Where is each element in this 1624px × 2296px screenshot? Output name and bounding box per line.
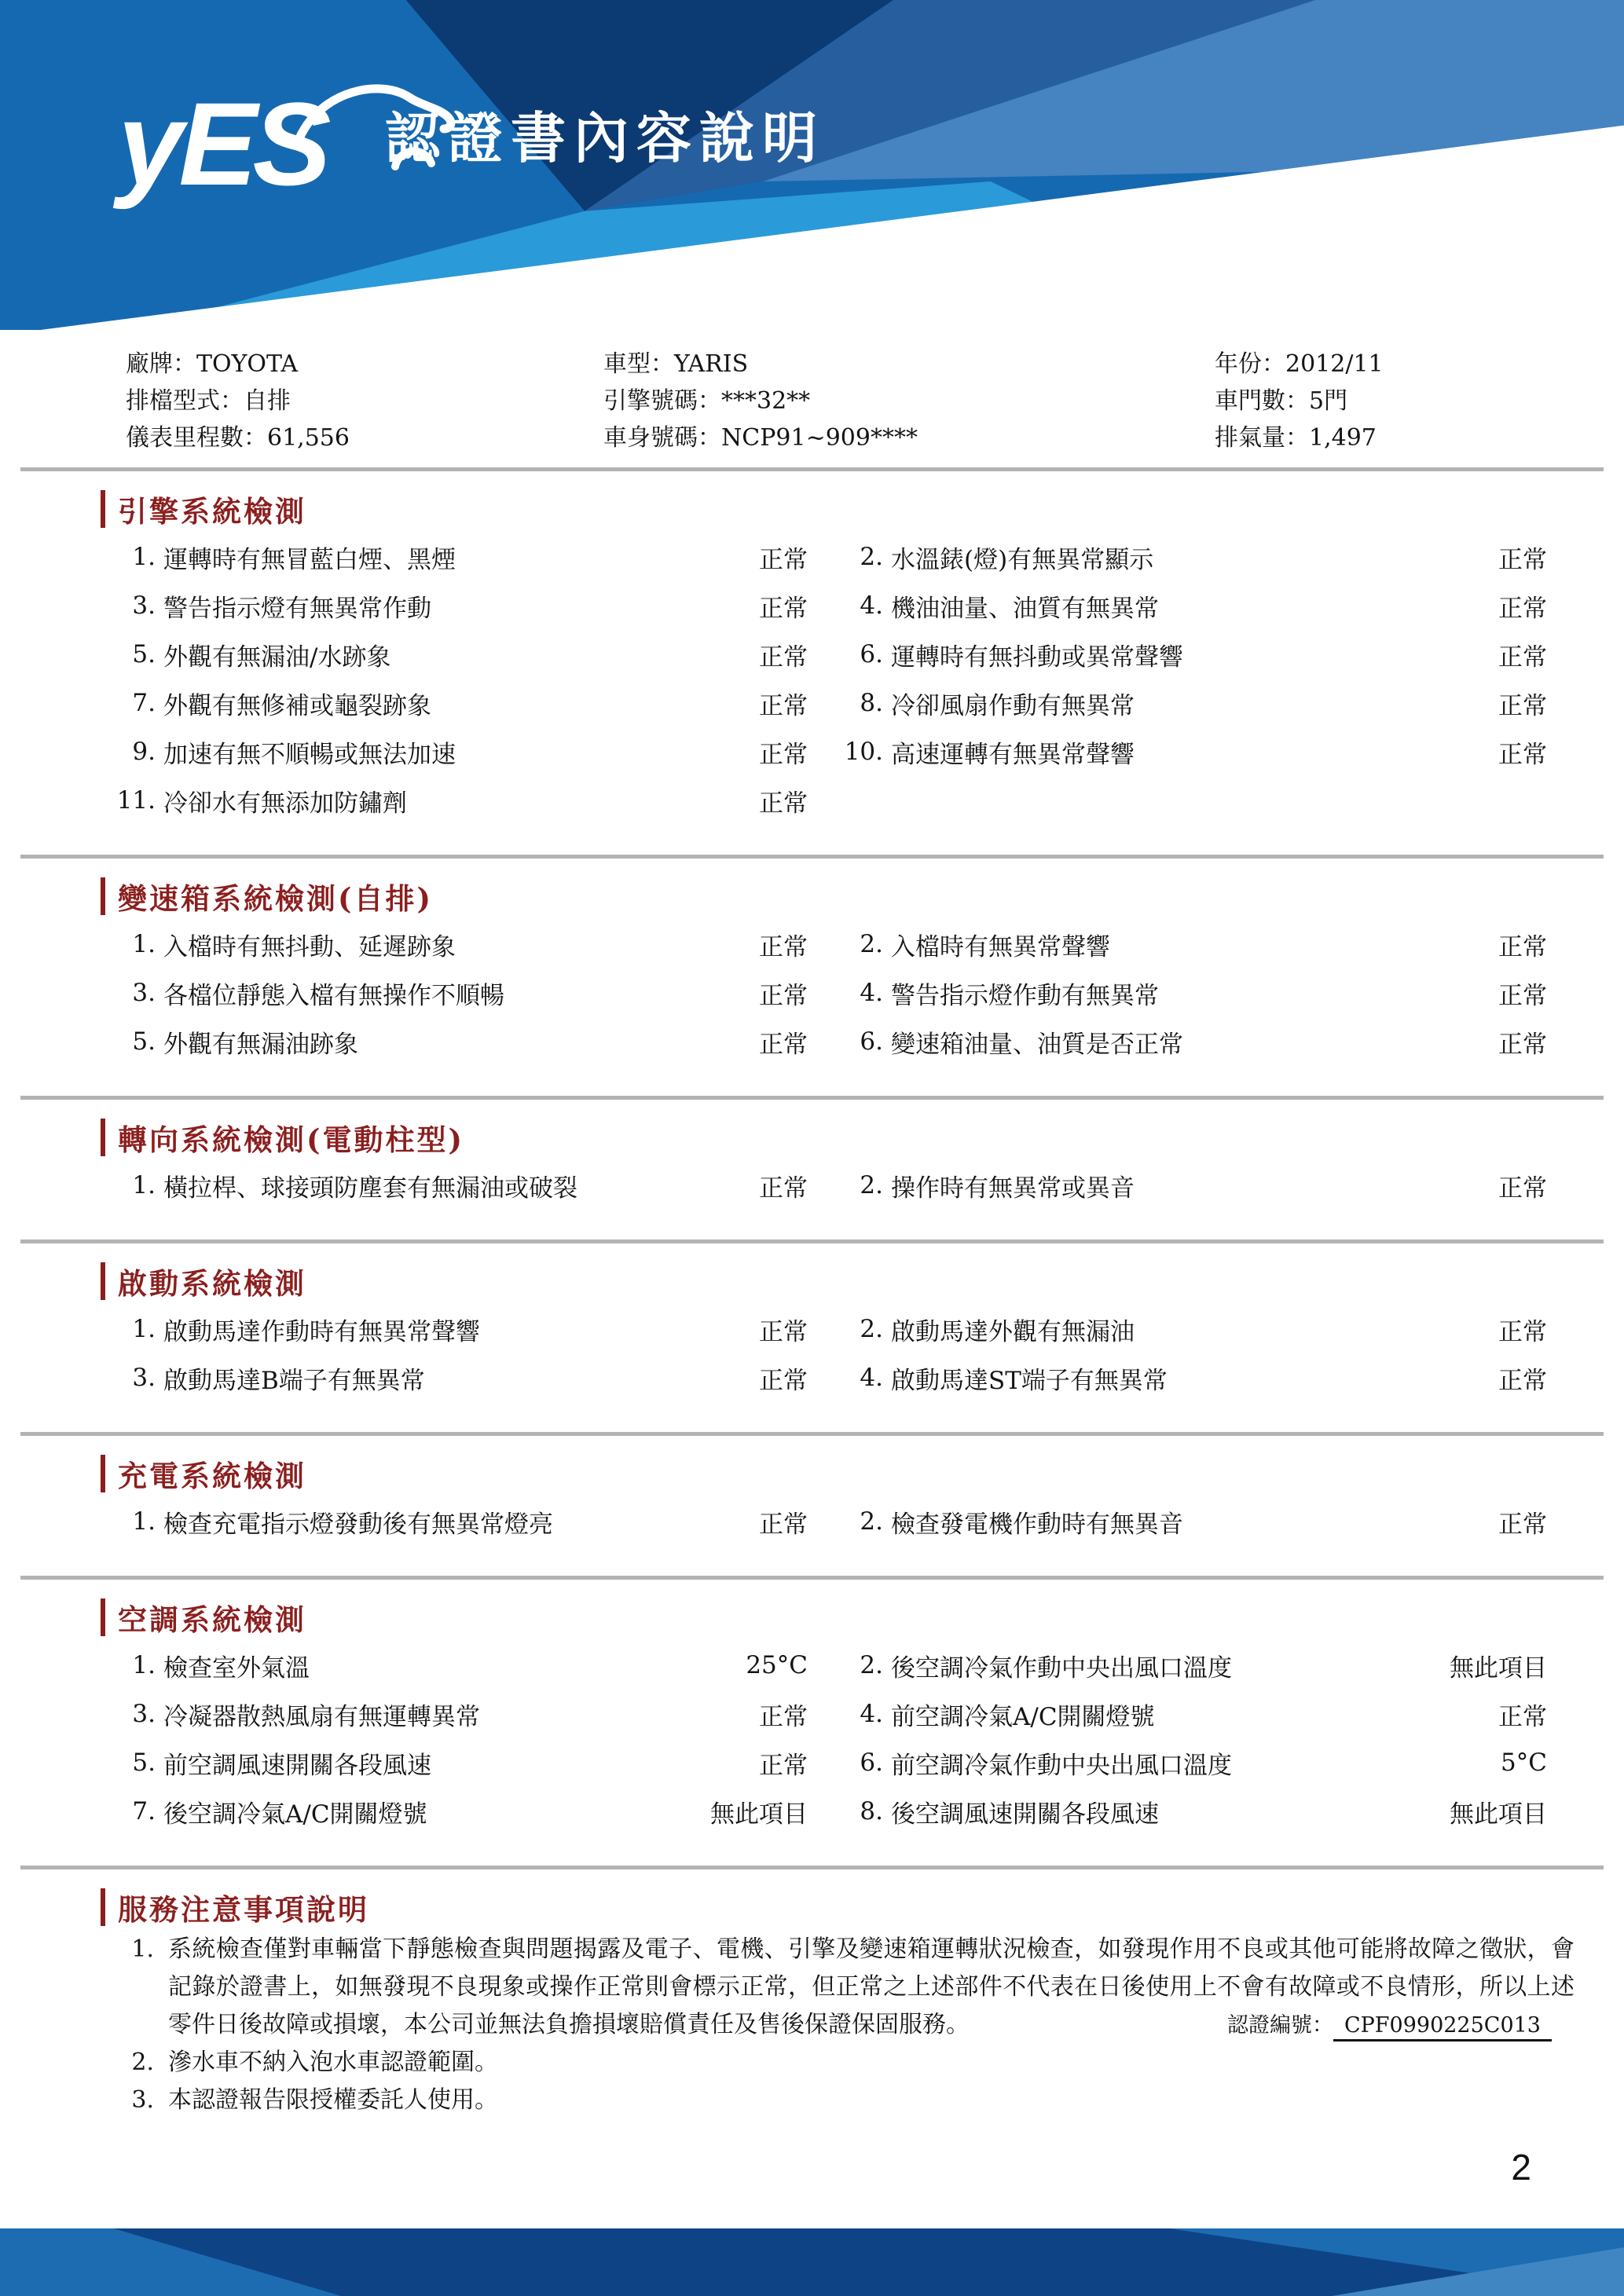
certificate-number-value: CPF0990225C013 (1333, 2013, 1552, 2041)
item-label: 機油油量、油質有無異常 (891, 594, 1159, 623)
item-number: 3. (132, 1364, 156, 1392)
inspection-item (816, 1787, 1624, 1836)
item-label: 前空調冷氣作動中央出風口溫度 (891, 1751, 1232, 1780)
vehicle-info-value: YARIS (674, 350, 749, 378)
item-number: 1. (132, 1507, 156, 1536)
item-status: 正常 (759, 1366, 808, 1395)
item-number: 2. (860, 1507, 883, 1536)
item-number: 6. (860, 1749, 883, 1777)
item-label: 橫拉桿、球接頭防塵套有無漏油或破裂 (163, 1174, 577, 1203)
footer-navy-shape (0, 2228, 1624, 2296)
item-status: 正常 (1498, 691, 1547, 720)
item-label: 冷凝器散熱風扇有無運轉異常 (163, 1702, 480, 1731)
item-label: 啟動馬達B端子有無異常 (163, 1366, 425, 1395)
item-label: 啟動馬達作動時有無異常聲響 (163, 1317, 480, 1346)
item-status: 無此項目 (710, 1800, 808, 1829)
item-status: 正常 (759, 981, 808, 1010)
item-number: 1. (132, 1315, 156, 1343)
item-status: 正常 (1498, 1317, 1547, 1346)
section-title: 引擎系統檢測 (101, 490, 1624, 528)
item-number: 4. (860, 591, 883, 620)
item-status: 正常 (759, 1174, 808, 1203)
vehicle-info-row (126, 379, 1624, 416)
item-status: 25°C (746, 1651, 808, 1679)
item-number: 8. (860, 689, 883, 717)
vehicle-info-field (603, 344, 1215, 379)
note-text: 本認證報告限授權委託人使用。 (168, 2086, 498, 2114)
vehicle-info-label: 廠牌： (126, 350, 196, 378)
inspection-item (0, 969, 816, 1017)
inspection-item (0, 776, 816, 825)
note-number: 2. (131, 2049, 154, 2076)
item-label: 前空調風速開關各段風速 (163, 1751, 431, 1780)
item-number: 5. (132, 1749, 156, 1777)
section-items (0, 1161, 1624, 1233)
item-status: 正常 (759, 932, 808, 961)
inspection-sections (0, 490, 1624, 1869)
item-status: 無此項目 (1450, 1653, 1547, 1683)
item-number: 1. (132, 543, 156, 571)
item-status: 正常 (1498, 1510, 1547, 1539)
item-label: 啟動馬達外觀有無漏油 (891, 1317, 1135, 1346)
item-number: 8. (860, 1797, 883, 1825)
item-label: 入檔時有無抖動、延遲跡象 (163, 932, 456, 961)
inspection-item (0, 727, 816, 776)
item-status: 正常 (759, 1702, 808, 1731)
inspection-item (0, 1738, 816, 1787)
item-label: 變速箱油量、油質是否正常 (891, 1030, 1183, 1059)
item-status: 正常 (759, 1317, 808, 1346)
certificate-number-label: 認證編號： (1226, 2013, 1333, 2038)
vehicle-info-value: 自排 (244, 386, 291, 415)
note-number: 3. (131, 2086, 154, 2114)
section-divider (20, 855, 1604, 859)
item-number: 6. (860, 1027, 883, 1056)
inspection-item (816, 1353, 1624, 1402)
vehicle-info-label: 年份： (1215, 350, 1285, 378)
header-banner (0, 0, 1624, 330)
vehicle-info-value: 5門 (1309, 386, 1348, 415)
item-label: 各檔位靜態入檔有無操作不順暢 (163, 981, 504, 1010)
item-label: 水溫錶(燈)有無異常顯示 (891, 545, 1154, 574)
note-item (0, 2082, 1624, 2119)
inspection-item (0, 1017, 816, 1066)
item-number: 1. (132, 1651, 156, 1679)
inspection-item (0, 1353, 816, 1402)
inspection-item (816, 1305, 1624, 1353)
vehicle-info-field (126, 344, 603, 379)
item-number: 10. (844, 738, 883, 766)
item-status: 正常 (759, 1510, 808, 1539)
inspection-item (0, 920, 816, 969)
item-label: 後空調冷氣A/C開關燈號 (163, 1800, 427, 1829)
notes-title: 服務注意事項說明 (101, 1888, 1624, 1926)
item-label: 高速運轉有無異常聲響 (891, 740, 1135, 769)
section-divider (20, 1096, 1604, 1100)
vehicle-info-field (1215, 344, 1624, 379)
item-status: 正常 (759, 643, 808, 672)
vehicle-info-row (126, 416, 1624, 453)
inspection-item (0, 1690, 816, 1738)
item-status: 正常 (759, 545, 808, 574)
section-items (0, 533, 1624, 848)
inspection-item (816, 1690, 1624, 1738)
item-number: 5. (132, 1027, 156, 1056)
section-title: 變速箱系統檢測(自排) (101, 877, 1624, 915)
item-status: 正常 (1498, 643, 1547, 672)
item-number: 5. (132, 640, 156, 668)
section-title: 充電系統檢測 (101, 1455, 1624, 1492)
item-number: 2. (860, 1315, 883, 1343)
section-items (0, 920, 1624, 1089)
item-number: 4. (860, 1364, 883, 1392)
section-divider (20, 1432, 1604, 1436)
note-item (0, 2044, 1624, 2082)
item-label: 後空調冷氣作動中央出風口溫度 (891, 1653, 1232, 1683)
item-status: 5°C (1501, 1749, 1547, 1777)
note-text: 系統檢查僅對車輛當下靜態檢查與問題揭露及電子、電機、引擎及變速箱運轉狀況檢查，如發現作用不良或其他可能將故障之徵狀，會記錄於證書上，如無發現不良現象或操作正常則會標示正常，但正常之上述部件不代表在日後使用上不會有故障或不良情形，所以上述零件日後故障或損壞，本公司並無法負擔損壞賠償責任及售後保證保固服務。 (168, 1935, 1575, 2038)
item-status: 正常 (1498, 1174, 1547, 1203)
inspection-item (0, 1305, 816, 1353)
item-label: 後空調風速開關各段風速 (891, 1800, 1159, 1829)
section-divider (20, 1576, 1604, 1580)
certificate-number-line (1227, 2008, 1552, 2038)
section-items (0, 1305, 1624, 1426)
vehicle-info-label: 排氣量： (1215, 423, 1309, 452)
item-number: 11. (116, 786, 156, 815)
item-label: 檢查室外氣溫 (163, 1653, 310, 1683)
vehicle-info-field (603, 381, 1215, 416)
item-status: 正常 (759, 691, 808, 720)
item-label: 外觀有無漏油/水跡象 (163, 643, 391, 672)
item-number: 2. (860, 1171, 883, 1199)
vehicle-info-label: 車門數： (1215, 386, 1309, 415)
note-text: 滲水車不納入泡水車認證範圍。 (168, 2049, 498, 2076)
inspection-item (816, 630, 1624, 679)
item-status: 正常 (1498, 932, 1547, 961)
item-number: 3. (132, 591, 156, 620)
item-label: 冷卻水有無添加防鏽劑 (163, 789, 407, 818)
item-number: 1. (132, 1171, 156, 1199)
item-label: 檢查發電機作動時有無異音 (891, 1510, 1183, 1539)
inspection-item (816, 1497, 1624, 1546)
inspection-item (816, 581, 1624, 630)
item-label: 外觀有無漏油跡象 (163, 1030, 358, 1059)
inspection-item (0, 1787, 816, 1836)
vehicle-info-field (126, 418, 603, 452)
vehicle-info-value: ***32** (721, 386, 811, 415)
section-items (0, 1641, 1624, 1859)
item-number: 1. (132, 930, 156, 958)
item-status: 正常 (759, 594, 808, 623)
inspection-item (816, 679, 1624, 727)
item-label: 警告指示燈作動有無異常 (891, 981, 1159, 1010)
item-label: 操作時有無異常或異音 (891, 1174, 1135, 1203)
vehicle-info-label: 儀表里程數： (126, 423, 267, 452)
inspection-item (816, 1161, 1624, 1210)
item-number: 4. (860, 979, 883, 1007)
vehicle-info-label: 車型： (603, 350, 674, 378)
item-number: 3. (132, 1700, 156, 1728)
item-status: 正常 (1498, 981, 1547, 1010)
footer-banner (0, 2228, 1624, 2296)
section-divider (20, 467, 1604, 471)
item-label: 前空調冷氣A/C開關燈號 (891, 1702, 1155, 1731)
vehicle-info-value: 61,556 (267, 423, 350, 452)
item-label: 警告指示燈有無異常作動 (163, 594, 431, 623)
item-number: 7. (132, 1797, 156, 1825)
vehicle-info-row (126, 342, 1624, 379)
item-number: 2. (860, 930, 883, 958)
item-status: 正常 (759, 1751, 808, 1780)
inspection-item (0, 533, 816, 581)
item-status: 正常 (1498, 1702, 1547, 1731)
item-label: 啟動馬達ST端子有無異常 (891, 1366, 1168, 1395)
item-status: 無此項目 (1450, 1800, 1547, 1829)
section-divider (20, 1866, 1604, 1869)
page-title: 認證書內容說明 (385, 108, 825, 169)
item-status: 正常 (1498, 1366, 1547, 1395)
page-number: 2 (1511, 2147, 1531, 2188)
inspection-item (0, 1161, 816, 1210)
item-number: 7. (132, 689, 156, 717)
vehicle-info-field (1215, 381, 1624, 416)
note-number: 1. (131, 1935, 154, 1963)
vehicle-info-value: 2012/11 (1285, 350, 1384, 378)
item-status: 正常 (1498, 594, 1547, 623)
item-label: 外觀有無修補或龜裂跡象 (163, 691, 431, 720)
item-number: 2. (860, 543, 883, 571)
item-status: 正常 (759, 789, 808, 818)
vehicle-info-value: TOYOTA (196, 350, 299, 378)
item-label: 冷卻風扇作動有無異常 (891, 691, 1135, 720)
section-title: 空調系統檢測 (101, 1598, 1624, 1636)
vehicle-info-value: 1,497 (1309, 423, 1377, 452)
item-status: 正常 (759, 740, 808, 769)
item-number: 3. (132, 979, 156, 1007)
inspection-item (816, 533, 1624, 581)
inspection-item (816, 1738, 1624, 1787)
inspection-item (816, 969, 1624, 1017)
vehicle-info-field (1215, 418, 1624, 452)
item-number: 4. (860, 1700, 883, 1728)
vehicle-info (0, 330, 1624, 461)
item-label: 加速有無不順暢或無法加速 (163, 740, 456, 769)
item-status: 正常 (1498, 545, 1547, 574)
vehicle-info-label: 車身號碼： (603, 423, 721, 452)
item-label: 檢查充電指示燈發動後有無異常燈亮 (163, 1510, 553, 1539)
vehicle-info-field (126, 381, 603, 416)
section-title: 啟動系統檢測 (101, 1262, 1624, 1300)
item-number: 9. (132, 738, 156, 766)
item-number: 6. (860, 640, 883, 668)
section-divider (20, 1240, 1604, 1243)
section-title: 轉向系統檢測(電動柱型) (101, 1119, 1624, 1156)
inspection-item (0, 1497, 816, 1546)
vehicle-info-value: NCP91~909**** (721, 423, 918, 452)
inspection-item (0, 581, 816, 630)
inspection-item (816, 727, 1624, 776)
vehicle-info-label: 排檔型式： (126, 386, 244, 415)
item-status: 正常 (759, 1030, 808, 1059)
item-label: 運轉時有無抖動或異常聲響 (891, 643, 1183, 672)
vehicle-info-label: 引擎號碼： (603, 386, 721, 415)
vehicle-info-field (603, 418, 1215, 452)
inspection-item (816, 920, 1624, 969)
item-number: 2. (860, 1651, 883, 1679)
inspection-item (816, 1017, 1624, 1066)
item-status: 正常 (1498, 1030, 1547, 1059)
section-items (0, 1497, 1624, 1569)
inspection-item (0, 1641, 816, 1690)
item-label: 運轉時有無冒藍白煙、黑煙 (163, 545, 456, 574)
item-status: 正常 (1498, 740, 1547, 769)
inspection-item (0, 679, 816, 727)
item-label: 入檔時有無異常聲響 (891, 932, 1110, 961)
inspection-item (816, 1641, 1624, 1690)
yes-logo-text: yES (118, 78, 327, 210)
inspection-item (0, 630, 816, 679)
